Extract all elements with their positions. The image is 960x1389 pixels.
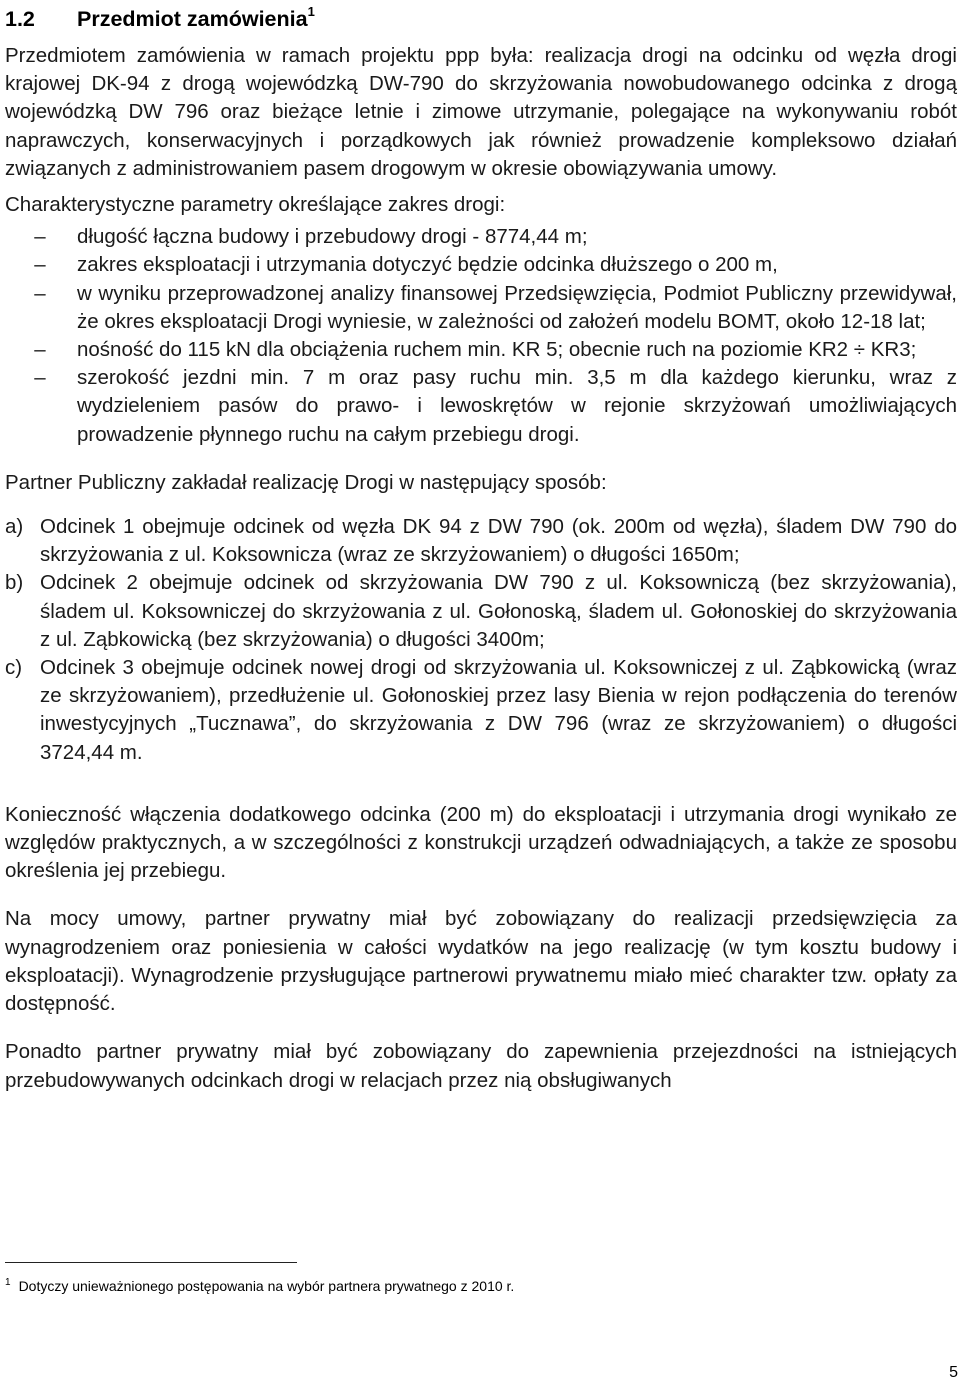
list-item-text: Odcinek 3 obejmuje odcinek nowej drogi od skrzyżowania ul. Koksowniczej z ul. Ząbkowicką (wraz ze skrzyżowaniem), przedłużenie ul. Gołonoskiej przez lasy Bienia w rejon podłączenia do terenów inwestycyjnych „Tucznawa”, do skrzyżowania z DW 796 (wraz ze skrzyżowaniem) o długości 3724,44 m. — [40, 656, 957, 764]
list-marker: c) — [5, 656, 23, 680]
road-sections-list — [5, 513, 957, 767]
list-item — [5, 513, 957, 569]
list-marker: b) — [5, 571, 24, 595]
parameters-heading: Charakterystyczne parametry określające zakres drogi: — [5, 193, 506, 217]
partner-heading: Partner Publiczny zakładał realizację Drogi w następujący sposób: — [5, 470, 607, 494]
list-item-text: Odcinek 2 obejmuje odcinek od skrzyżowania DW 790 z ul. Koksowniczą (bez skrzyżowania), śladem ul. Koksowniczej do skrzyżowania z ul. Gołonoską, śladem ul. Gołonoskiej do skrzyżowania z ul. Ząbkowicką (bez skrzyżowania) o długości 3400m; — [40, 571, 957, 651]
dash-bullet: – — [34, 338, 46, 362]
document-page — [5, 0, 957, 1095]
list-item-text: Odcinek 1 obejmuje odcinek od węzła DK 94 z DW 790 (ok. 200m od węzła), śladem DW 790 do skrzyżowania z ul. Koksownicza (wraz ze skrzyżowaniem) o długości 1650m; — [40, 515, 957, 567]
list-item — [5, 364, 957, 449]
list-item — [5, 336, 957, 364]
footnote-divider — [5, 1262, 297, 1263]
list-item — [5, 280, 957, 336]
footnote-reference: 1 — [307, 4, 315, 19]
section-title: Przedmiot zamówienia — [77, 7, 308, 31]
footnote — [5, 1277, 514, 1295]
list-item-text: zakres eksploatacji i utrzymania dotyczyć będzie odcinka dłuższego o 200 m, — [77, 253, 778, 277]
intro-paragraph: Przedmiotem zamówienia w ramach projektu ppp była: realizacja drogi na odcinku od węzła drogi krajowej DK-94 z drogą wojewódzką DW-790 do skrzyżowania nowobudowanego odcinka z drogą wojewódzką DW 796 oraz bieżące letnie i zimowe utrzymanie, polegające na wykonywaniu robót naprawczych, konserwacyjnych i porządkowych jak również prowadzenie kompleksowo działań związanych z administrowaniem pasem drogowym w okresie obowiązywania umowy. — [5, 44, 957, 180]
list-item-text: w wyniku przeprowadzonej analizy finansowej Przedsięwzięcia, Podmiot Publiczny przewidywał, że okres eksploatacji Drogi wyniesie, w zależności od założeń modelu BOMT, około 12-18 lat; — [77, 281, 957, 333]
body-paragraph: Konieczność włączenia dodatkowego odcinka (200 m) do eksploatacji i utrzymania drogi wynikało ze względów praktycznych, a w szczególności z konstrukcji urządzeń odwadniających, a także ze sposobu określenia jej przebiegu. — [5, 802, 957, 883]
dash-bullet: – — [34, 366, 46, 390]
section-heading — [5, 0, 957, 34]
dash-bullet: – — [34, 253, 46, 277]
section-number: 1.2 — [5, 7, 35, 31]
body-paragraph: Na mocy umowy, partner prywatny miał być zobowiązany do realizacji przedsięwzięcia za wynagrodzeniem oraz poniesienia w całości wydatków na jego realizację (w tym kosztu budowy i eksploatacji). Wynagrodzenie przysługujące partnerowi prywatnemu miało mieć charakter tzw. opłaty za dostępność. — [5, 907, 957, 1016]
list-item — [5, 223, 957, 251]
parameters-list — [5, 223, 957, 449]
list-item — [5, 251, 957, 279]
footnote-text: Dotyczy unieważnionego postępowania na wybór partnera prywatnego z 2010 r. — [18, 1278, 515, 1294]
page-number: 5 — [949, 1364, 958, 1381]
footnote-marker: 1 — [5, 1277, 11, 1288]
list-item-text: szerokość jezdni min. 7 m oraz pasy ruchu min. 3,5 m dla każdego kierunku, wraz z wydzieleniem pasów do prawo- i lewoskrętów w rejonie skrzyżowań umożliwiających prowadzenie płynnego ruchu na całym przebiegu drogi. — [77, 366, 957, 446]
body-paragraph: Ponadto partner prywatny miał być zobowiązany do zapewnienia przejezdności na istniejących przebudowywanych odcinkach drogi w relacjach przez nią obsługiwanych — [5, 1040, 957, 1092]
list-item-text: długość łączna budowy i przebudowy drogi - 8774,44 m; — [77, 225, 588, 249]
dash-bullet: – — [34, 281, 46, 305]
list-item — [5, 569, 957, 654]
list-item-text: nośność do 115 kN dla obciążenia ruchem min. KR 5; obecnie ruch na poziomie KR2 ÷ KR3; — [77, 338, 917, 362]
list-item — [5, 654, 957, 767]
dash-bullet: – — [34, 225, 46, 249]
list-marker: a) — [5, 515, 24, 539]
